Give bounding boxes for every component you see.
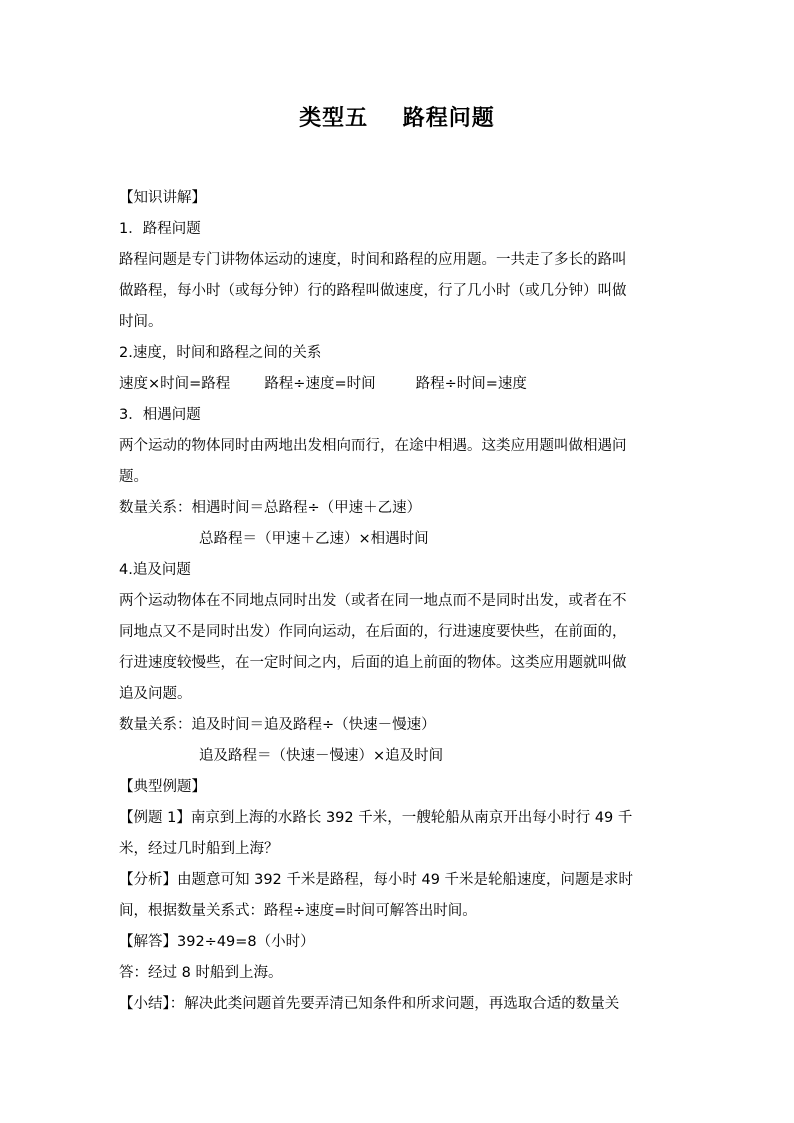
quantity-relation-indented: 总路程＝（甲速＋乙速）×相遇时间 (199, 531, 429, 547)
paragraph-line: 行进速度较慢些，在一定时间之内，后面的追上前面的物体。这类应用题就叫做 (119, 655, 627, 671)
quantity-relation-indented: 追及路程＝（快速－慢速）×追及时间 (199, 748, 444, 764)
example-question: 米，经过几时船到上海？ (119, 841, 279, 857)
paragraph-line: 两个运动的物体同时由两地出发相向而行，在途中相遇。这类应用题叫做相遇问 (119, 438, 627, 454)
formula-distance: 速度×时间=路程 (119, 376, 231, 392)
example-analysis: 间，根据数量关系式：路程÷速度=时间可解答出时间。 (119, 903, 477, 919)
subheading-meeting-problem: 3．相遇问题 (119, 407, 201, 423)
document-body (119, 183, 679, 1020)
paragraph-line: 追及问题。 (119, 686, 192, 702)
formula-time: 路程÷速度=时间 (264, 376, 376, 392)
paragraph-line: 路程问题是专门讲物体运动的速度，时间和路程的应用题。一共走了多长的路叫 (119, 252, 627, 268)
paragraph-line: 同地点又不是同时出发）作同向运动，在后面的，行进速度要快些，在前面的， (119, 624, 627, 640)
section-heading-knowledge: 【知识讲解】 (119, 190, 206, 206)
paragraph-line: 题。 (119, 469, 148, 485)
section-heading-examples: 【典型例题】 (119, 779, 206, 795)
example-answer: 答：经过 8 时船到上海。 (119, 965, 283, 981)
formula-row (119, 369, 679, 400)
subheading-route-problem: 1．路程问题 (119, 221, 201, 237)
formula-speed: 路程÷时间=速度 (415, 376, 527, 392)
page-title: 类型五 路程问题 (299, 106, 495, 131)
example-analysis: 【分析】由题意可知 392 千米是路程，每小时 49 千米是轮船速度，问题是求时 (119, 872, 634, 888)
paragraph-line: 时间。 (119, 314, 163, 330)
quantity-relation: 数量关系：相遇时间＝总路程÷（甲速＋乙速） (119, 500, 422, 516)
example-question: 【例题 1】南京到上海的水路长 392 千米，一艘轮船从南京开出每小时行 49 千 (119, 810, 633, 826)
quantity-relation: 数量关系：追及时间＝追及路程÷（快速－慢速） (119, 717, 436, 733)
paragraph-line: 两个运动物体在不同地点同时出发（或者在同一地点而不是同时出发，或者在不 (119, 593, 627, 609)
paragraph-line: 做路程，每小时（或每分钟）行的路程叫做速度，行了几小时（或几分钟）叫做 (119, 283, 627, 299)
example-solution: 【解答】392÷49=8（小时） (119, 934, 315, 950)
subheading-relationship: 2.速度，时间和路程之间的关系 (119, 345, 322, 361)
subheading-chase-problem: 4.追及问题 (119, 562, 191, 578)
example-summary: 【小结】：解决此类问题首先要弄清已知条件和所求问题，再选取合适的数量关 (119, 996, 620, 1012)
